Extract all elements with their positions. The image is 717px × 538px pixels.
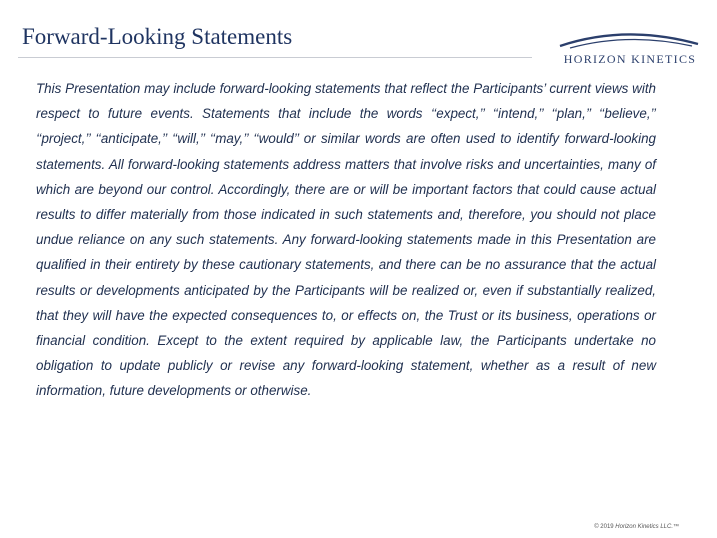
page-title: Forward-Looking Statements [22,24,293,49]
trademark-mark: ™ [673,524,679,530]
copyright-firm: Horizon Kinetics LLC. [615,524,673,530]
disclaimer-paragraph: This Presentation may include forward-looking statements that reflect the Participants’ current views with respect to future events. Statements that include the words ‘‘expect,’’ ‘‘intend,’’ ‘‘plan,’’ ‘‘believe,’’ ‘‘project,’’ ‘‘anticipate,’’ ‘‘will,’’ ‘‘may,’’ ‘‘would’’ or similar words are often used to identify forward-looking statements. All forward-looking statements address matters that involve risks and uncertainties, many of which are beyond our control. Accordingly, there are or will be important factors that could cause actual results to differ materially from those indicated in such statements and, therefore, you should not place undue reliance on any such statements. Any forward-looking statements made in this Presentation are qualified in their entirety by these cautionary statements, and there can be no assurance that the actual results or developments anticipated by the Participants will be realized or, even if substantially realized, that they will have the expected consequences to, or effects on, the Trust or its business, operations or financial condition. Except to the extent required by applicable law, the Participants undertake no obligation to update publicly or revise any forward-looking statement, whether as a result of new information, future developments or otherwise. [36,81,656,399]
horizon-kinetics-logo [556,30,702,68]
logo-arc-icon [556,30,702,52]
title-divider [18,57,532,58]
logo-text: HORIZON KINETICS [563,52,697,66]
copyright-prefix: © 2019 [594,524,616,530]
copyright-footer [594,524,679,530]
